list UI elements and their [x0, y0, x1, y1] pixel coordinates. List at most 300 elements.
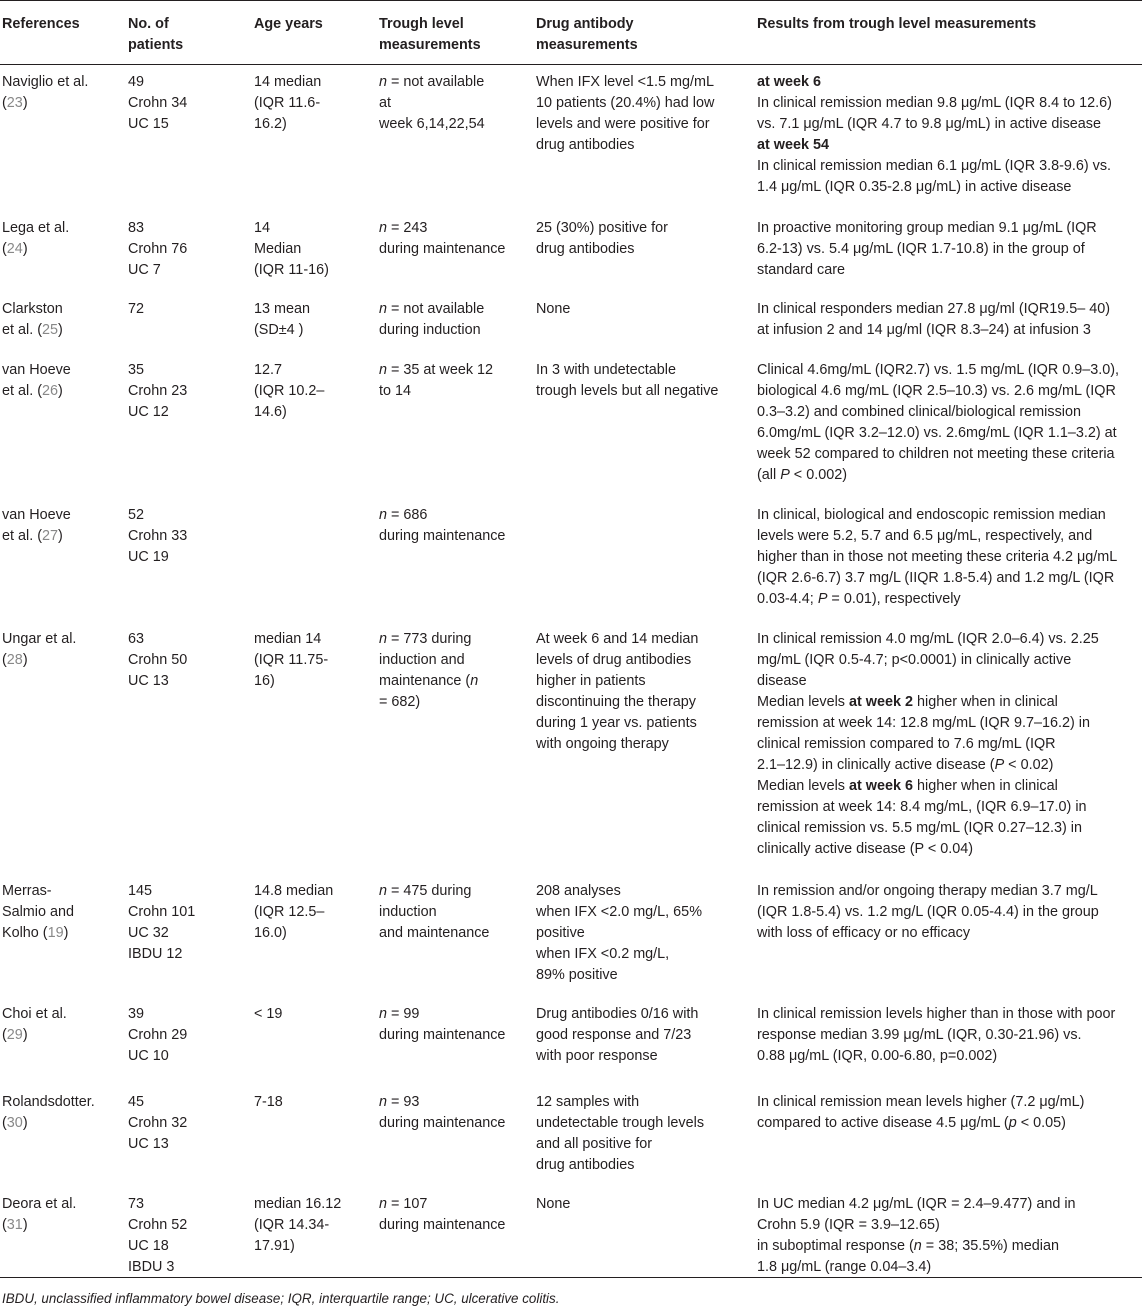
- n-symbol: n: [379, 362, 388, 378]
- ref-line: [2, 1215, 128, 1236]
- patients-line: 63: [128, 631, 145, 647]
- ref-paren: ): [58, 322, 63, 338]
- trough-line: [379, 1004, 536, 1025]
- patients-line: Crohn 23: [128, 383, 188, 399]
- patients-line: Crohn 50: [128, 652, 188, 668]
- results-line: [757, 589, 1142, 610]
- ref-line: Rolandsdotter.: [2, 1094, 95, 1110]
- age-line: 16.2): [254, 116, 287, 132]
- header-results: Results from trough level measurements: [757, 1, 1142, 65]
- cell-patients: [128, 1074, 254, 1176]
- age-line: (SD±4 ): [254, 322, 304, 338]
- header-patients: [128, 1, 254, 65]
- cell-antibody: [536, 1074, 757, 1176]
- cell-results: [757, 986, 1142, 1074]
- n-symbol: n: [913, 1238, 922, 1254]
- age-line: (IQR 14.34-: [254, 1217, 330, 1233]
- n-symbol: n: [379, 220, 388, 236]
- ref-line: [2, 1025, 128, 1046]
- table-row: [0, 487, 1142, 611]
- results-text: 2.1–12.9) in clinically active disease (: [757, 757, 995, 773]
- cell-trough: [379, 65, 536, 199]
- table-bottom-rule: [0, 1277, 1142, 1278]
- results-line: disease: [757, 673, 807, 689]
- patients-line: 39: [128, 1006, 145, 1022]
- cell-age: [254, 986, 379, 1074]
- results-line: [757, 465, 1142, 486]
- cell-results: [757, 342, 1142, 487]
- cell-patients: [128, 65, 254, 199]
- trough-line: week 6,14,22,54: [379, 116, 485, 132]
- citation-link[interactable]: 23: [6, 95, 23, 111]
- antibody-line: higher in patients: [536, 673, 646, 689]
- trough-line: [379, 218, 536, 239]
- ref-paren: (: [2, 652, 7, 668]
- age-line: 17.91): [254, 1238, 295, 1254]
- antibody-line: discontinuing the therapy: [536, 694, 697, 710]
- trough-line: [379, 629, 536, 650]
- results-text: higher when in clinical: [913, 694, 1058, 710]
- patients-line: Crohn 101: [128, 904, 196, 920]
- cell-age: [254, 281, 379, 342]
- table-row: [0, 198, 1142, 281]
- antibody-line: Drug antibodies 0/16 with: [536, 1006, 699, 1022]
- cell-antibody: [536, 863, 757, 986]
- cell-antibody: [536, 198, 757, 281]
- antibody-line: and all positive for: [536, 1136, 652, 1152]
- cell-reference: [0, 65, 128, 199]
- ref-paren: (: [2, 1027, 7, 1043]
- header-age: Age years: [254, 1, 379, 65]
- cell-trough: [379, 1074, 536, 1176]
- ref-paren: ): [22, 1115, 28, 1131]
- cell-age: [254, 863, 379, 986]
- results-line: response median 3.99 μg/mL (IQR, 0.30-21.96) vs.: [757, 1027, 1082, 1043]
- results-text: Median levels: [757, 778, 849, 794]
- results-line: clinically active disease (P < 0.04): [757, 841, 974, 857]
- cell-trough: [379, 281, 536, 342]
- ref-line: Choi et al.: [2, 1006, 67, 1022]
- trough-line: [379, 1194, 536, 1215]
- patients-line: Crohn 34: [128, 95, 188, 111]
- results-text: = 38; 35.5%) median: [921, 1238, 1059, 1254]
- cell-reference: [0, 281, 128, 342]
- n-symbol: n: [470, 673, 479, 689]
- patients-line: Crohn 29: [128, 1027, 188, 1043]
- results-line: (IQR 1.8-5.4) vs. 1.2 mg/L (IQR 0.05-4.4) in the group: [757, 904, 1099, 920]
- ref-paren: (: [2, 241, 7, 257]
- results-line: [757, 692, 1142, 713]
- table-row: [0, 342, 1142, 487]
- n-symbol: n: [379, 74, 388, 90]
- header-references: References: [0, 1, 128, 65]
- antibody-line: when IFX <2.0 mg/L, 65%: [536, 904, 702, 920]
- trough-text: = not available: [387, 301, 485, 317]
- results-line: Crohn 5.9 (IQR = 3.9–12.65): [757, 1217, 940, 1233]
- table-header: [0, 1, 1142, 65]
- p-symbol: P: [780, 467, 790, 483]
- citation-link[interactable]: 19: [47, 925, 64, 941]
- ref-paren: ): [58, 528, 63, 544]
- n-symbol: n: [379, 1196, 388, 1212]
- results-text: < 0.05): [1016, 1115, 1066, 1131]
- ref-line: Naviglio et al.: [2, 74, 89, 90]
- cell-age: [254, 1074, 379, 1176]
- results-line: 1.4 μg/mL (IQR 0.35-2.8 μg/mL) in active disease: [757, 179, 1072, 195]
- results-line: In proactive monitoring group median 9.1 μg/mL (IQR: [757, 220, 1097, 236]
- age-line: median 14: [254, 631, 322, 647]
- cell-age: [254, 1176, 379, 1281]
- n-symbol: n: [379, 507, 388, 523]
- patients-line: Crohn 33: [128, 528, 188, 544]
- cell-reference: [0, 1176, 128, 1281]
- trough-line: to 14: [379, 383, 412, 399]
- trough-line: [379, 881, 536, 902]
- patients-line: UC 10: [128, 1048, 169, 1064]
- trough-line: and maintenance: [379, 925, 490, 941]
- citation-link[interactable]: 26: [42, 383, 59, 399]
- cell-trough: [379, 863, 536, 986]
- results-line: In clinical remission median 6.1 μg/mL (IQR 3.8-9.6) vs.: [757, 158, 1112, 174]
- n-symbol: n: [379, 1006, 388, 1022]
- cell-reference: [0, 986, 128, 1074]
- cell-patients: [128, 611, 254, 863]
- age-line: (IQR 12.5–: [254, 904, 325, 920]
- ref-paren: ): [58, 383, 63, 399]
- results-line: In clinical remission 4.0 mg/mL (IQR 2.0–6.4) vs. 2.25: [757, 631, 1099, 647]
- patients-line: 145: [128, 883, 153, 899]
- results-line: at week 6: [757, 74, 821, 90]
- ref-paren: Kolho (: [2, 925, 48, 941]
- ref-line: [2, 923, 128, 944]
- header-row: [0, 1, 1142, 65]
- antibody-line: None: [536, 301, 571, 317]
- results-line: remission at week 14: 12.8 mg/mL (IQR 9.7–16.2) in: [757, 715, 1091, 731]
- results-line: 6.0mg/mL (IQR 3.2–12.0) vs. 2.6mg/mL (IQR 1.1–3.2) at: [757, 425, 1117, 441]
- citation-link[interactable]: 25: [42, 322, 59, 338]
- results-line: In remission and/or ongoing therapy median 3.7 mg/L: [757, 883, 1098, 899]
- patients-line: UC 32: [128, 925, 169, 941]
- cell-results: [757, 611, 1142, 863]
- cell-results: [757, 198, 1142, 281]
- cell-age: [254, 198, 379, 281]
- ref-line: Ungar et al.: [2, 631, 77, 647]
- patients-line: 72: [128, 301, 145, 317]
- cell-reference: [0, 487, 128, 611]
- age-line: (IQR 11.6-: [254, 95, 321, 111]
- age-line: 14: [254, 220, 271, 236]
- citation-link[interactable]: 29: [6, 1027, 23, 1043]
- antibody-line: drug antibodies: [536, 137, 635, 153]
- antibody-line: 208 analyses: [536, 883, 621, 899]
- ref-paren: ): [63, 925, 69, 941]
- antibody-line: good response and 7/23: [536, 1027, 692, 1043]
- header-trough: [379, 1, 536, 65]
- cell-antibody: [536, 487, 757, 611]
- trough-line: at: [379, 95, 392, 111]
- table-row: [0, 986, 1142, 1074]
- ref-line: [2, 93, 128, 114]
- results-line: higher than in those not meeting these criteria 4.2 μg/mL: [757, 549, 1118, 565]
- ref-line: Clarkston: [2, 301, 63, 317]
- results-text: < 0.002): [789, 467, 848, 483]
- ref-line: [2, 239, 128, 260]
- results-text: = 0.01), respectively: [827, 591, 961, 607]
- results-line: clinical remission compared to 7.6 mg/mL (IQR: [757, 736, 1056, 752]
- ref-paren: ): [22, 241, 28, 257]
- patients-line: Crohn 32: [128, 1115, 188, 1131]
- results-text: < 0.02): [1004, 757, 1054, 773]
- results-line: remission at week 14: 8.4 mg/mL, (IQR 6.9–17.0) in: [757, 799, 1087, 815]
- table-row: [0, 1074, 1142, 1176]
- results-text: Median levels: [757, 694, 849, 710]
- results-text: 0.03-4.4;: [757, 591, 818, 607]
- patients-line: 45: [128, 1094, 145, 1110]
- ref-paren: ): [22, 95, 28, 111]
- trough-text: = 773 during: [387, 631, 472, 647]
- results-text: (all: [757, 467, 781, 483]
- antibody-line: 25 (30%) positive for: [536, 220, 668, 236]
- patients-line: UC 13: [128, 1136, 169, 1152]
- patients-line: UC 19: [128, 549, 169, 565]
- results-line: (IQR 2.6-6.7) 3.7 mg/L (IIQR 1.8-5.4) and 1.2 mg/L (IQR: [757, 570, 1115, 586]
- antibody-line: levels and were positive for: [536, 116, 710, 132]
- ref-line: Deora et al.: [2, 1196, 77, 1212]
- trough-line: = 682): [379, 694, 421, 710]
- cell-age: [254, 487, 379, 611]
- cell-trough: [379, 611, 536, 863]
- trough-text: = 107: [387, 1196, 428, 1212]
- antibody-line: None: [536, 1196, 571, 1212]
- patients-line: UC 15: [128, 116, 169, 132]
- cell-results: [757, 281, 1142, 342]
- trough-text: = 686: [387, 507, 428, 523]
- age-line: 16): [254, 673, 275, 689]
- antibody-line: At week 6 and 14 median: [536, 631, 699, 647]
- patients-line: 52: [128, 507, 145, 523]
- trough-text: = not available: [387, 74, 485, 90]
- results-line: biological 4.6 mg/mL (IQR 2.5–10.3) vs. 2.6 mg/mL (IQR: [757, 383, 1116, 399]
- cell-results: [757, 863, 1142, 986]
- citation-link[interactable]: 27: [42, 528, 59, 544]
- citation-link[interactable]: 31: [6, 1217, 23, 1233]
- patients-line: 73: [128, 1196, 145, 1212]
- cell-patients: [128, 1176, 254, 1281]
- results-line: In UC median 4.2 μg/mL (IQR = 2.4–9.477) and in: [757, 1196, 1076, 1212]
- results-line: at week 54: [757, 137, 830, 153]
- trough-text: = 475 during: [387, 883, 472, 899]
- citation-link[interactable]: 28: [6, 652, 23, 668]
- trough-line: during maintenance: [379, 528, 506, 544]
- table-row: [0, 281, 1142, 342]
- cell-reference: [0, 611, 128, 863]
- header-line: No. of: [128, 16, 169, 32]
- cell-trough: [379, 342, 536, 487]
- results-line: week 52 compared to children not meeting these criteria: [757, 446, 1115, 462]
- trough-text: = 93: [387, 1094, 420, 1110]
- ref-paren: ): [22, 1027, 28, 1043]
- cell-antibody: [536, 1176, 757, 1281]
- results-line: Clinical 4.6mg/mL (IQR2.7) vs. 1.5 mg/mL (IQR 0.9–3.0),: [757, 362, 1120, 378]
- cell-patients: [128, 863, 254, 986]
- antibody-line: When IFX level <1.5 mg/mL: [536, 74, 714, 90]
- age-line: 7-18: [254, 1094, 283, 1110]
- header-line: patients: [128, 37, 184, 53]
- p-symbol: p: [1008, 1115, 1017, 1131]
- trough-line: induction and: [379, 652, 465, 668]
- trough-text: = 99: [387, 1006, 420, 1022]
- antibody-line: In 3 with undetectable: [536, 362, 677, 378]
- cell-reference: [0, 198, 128, 281]
- patients-line: UC 18: [128, 1238, 169, 1254]
- header-line: measurements: [536, 37, 638, 53]
- header-line: Drug antibody: [536, 16, 634, 32]
- patients-line: 83: [128, 220, 145, 236]
- age-line: (IQR 10.2–: [254, 383, 325, 399]
- trough-line: [379, 72, 536, 93]
- results-line: at infusion 2 and 14 μg/ml (IQR 8.3–24) at infusion 3: [757, 322, 1091, 338]
- antibody-line: positive: [536, 925, 585, 941]
- age-line: Median: [254, 241, 302, 257]
- ref-line: Salmio and: [2, 904, 74, 920]
- patients-line: UC 7: [128, 262, 161, 278]
- ref-line: [2, 650, 128, 671]
- ref-paren: (: [2, 1115, 7, 1131]
- trough-line: during maintenance: [379, 241, 506, 257]
- trough-line: [379, 1092, 536, 1113]
- cell-patients: [128, 342, 254, 487]
- n-symbol: n: [379, 883, 388, 899]
- results-line: [757, 755, 1142, 776]
- ref-line: [2, 381, 128, 402]
- antibody-line: levels of drug antibodies: [536, 652, 692, 668]
- patients-line: UC 13: [128, 673, 169, 689]
- antibody-line: during 1 year vs. patients: [536, 715, 697, 731]
- ref-paren: ): [22, 652, 28, 668]
- cell-results: [757, 487, 1142, 611]
- results-line: In clinical remission levels higher than in those with poor: [757, 1006, 1116, 1022]
- age-line: median 16.12: [254, 1196, 342, 1212]
- cell-antibody: [536, 342, 757, 487]
- antibody-line: drug antibodies: [536, 241, 635, 257]
- cell-patients: [128, 986, 254, 1074]
- ref-line: [2, 320, 128, 341]
- table-row: [0, 1176, 1142, 1281]
- cell-trough: [379, 198, 536, 281]
- trough-line: [379, 360, 536, 381]
- results-text: compared to active disease 4.5 μg/mL (: [757, 1115, 1009, 1131]
- age-line: 14.8 median: [254, 883, 334, 899]
- antibody-line: 10 patients (20.4%) had low: [536, 95, 715, 111]
- antibody-line: with poor response: [536, 1048, 658, 1064]
- trough-line: during maintenance: [379, 1027, 506, 1043]
- ref-paren: et al. (: [2, 528, 42, 544]
- table-footnote: IBDU, unclassified inflammatory bowel disease; IQR, interquartile range; UC, ulcerative colitis.: [2, 1291, 560, 1306]
- trough-line: induction: [379, 904, 437, 920]
- trough-text: = 243: [387, 220, 428, 236]
- cell-antibody: [536, 65, 757, 199]
- cell-patients: [128, 281, 254, 342]
- results-line: 0.3–3.2) and combined clinical/biological remission: [757, 404, 1081, 420]
- cell-age: [254, 611, 379, 863]
- cell-age: [254, 65, 379, 199]
- antibody-line: 89% positive: [536, 967, 618, 983]
- cell-age: [254, 342, 379, 487]
- results-line: mg/mL (IQR 0.5-4.7; p<0.0001) in clinically active: [757, 652, 1072, 668]
- patients-line: Crohn 76: [128, 241, 188, 257]
- cell-results: [757, 1176, 1142, 1281]
- ref-paren: (: [2, 1217, 7, 1233]
- ref-line: Lega et al.: [2, 220, 70, 236]
- results-emphasis: at week 2: [849, 694, 913, 710]
- trough-text: = 35 at week 12: [387, 362, 494, 378]
- age-line: (IQR 11.75-: [254, 652, 329, 668]
- cell-patients: [128, 487, 254, 611]
- trough-line: [379, 505, 536, 526]
- ref-paren: (: [2, 95, 7, 111]
- antibody-line: with ongoing therapy: [536, 736, 669, 752]
- antibody-line: trough levels but all negative: [536, 383, 719, 399]
- ref-line: van Hoeve: [2, 507, 71, 523]
- cell-results: [757, 1074, 1142, 1176]
- age-line: 16.0): [254, 925, 287, 941]
- age-line: 12.7: [254, 362, 283, 378]
- trough-line: during induction: [379, 322, 481, 338]
- p-symbol: P: [817, 591, 828, 607]
- p-symbol: P: [994, 757, 1005, 773]
- patients-line: 49: [128, 74, 145, 90]
- results-line: vs. 7.1 μg/mL (IQR 4.7 to 9.8 μg/mL) in active disease: [757, 116, 1101, 132]
- cell-reference: [0, 342, 128, 487]
- results-line: [757, 1236, 1142, 1257]
- n-symbol: n: [379, 301, 388, 317]
- results-line: 6.2-13) vs. 5.4 μg/mL (IQR 1.7-10.8) in the group of: [757, 241, 1085, 257]
- patients-line: 35: [128, 362, 145, 378]
- ref-line: [2, 1113, 128, 1134]
- header-line: measurements: [379, 37, 481, 53]
- results-line: levels were 5.2, 5.7 and 6.5 μg/mL, respectively, and: [757, 528, 1093, 544]
- results-line: In clinical responders median 27.8 μg/ml (IQR19.5– 40): [757, 301, 1111, 317]
- cell-trough: [379, 1176, 536, 1281]
- ref-line: [2, 526, 128, 547]
- table-row: [0, 65, 1142, 199]
- cell-results: [757, 65, 1142, 199]
- age-line: 13 mean: [254, 301, 311, 317]
- trough-text: maintenance (: [379, 673, 471, 689]
- patients-line: IBDU 3: [128, 1259, 175, 1275]
- citation-link[interactable]: 30: [6, 1115, 23, 1131]
- citation-link[interactable]: 24: [6, 241, 23, 257]
- ref-paren: et al. (: [2, 322, 42, 338]
- results-line: [757, 776, 1142, 797]
- ref-paren: et al. (: [2, 383, 42, 399]
- results-emphasis: at week 6: [849, 778, 913, 794]
- cell-reference: [0, 863, 128, 986]
- patients-line: UC 12: [128, 404, 169, 420]
- trough-line: during maintenance: [379, 1217, 506, 1233]
- cell-patients: [128, 198, 254, 281]
- antibody-line: when IFX <0.2 mg/L,: [536, 946, 670, 962]
- ref-line: Merras-: [2, 883, 52, 899]
- results-line: In clinical remission median 9.8 μg/mL (IQR 8.4 to 12.6): [757, 95, 1112, 111]
- n-symbol: n: [379, 631, 388, 647]
- table-row: [0, 863, 1142, 986]
- results-line: 1.8 μg/mL (range 0.04–3.4): [757, 1259, 932, 1275]
- cell-antibody: [536, 611, 757, 863]
- cell-trough: [379, 986, 536, 1074]
- results-line: 0.88 μg/mL (IQR, 0.00-6.80, p=0.002): [757, 1048, 998, 1064]
- cell-antibody: [536, 281, 757, 342]
